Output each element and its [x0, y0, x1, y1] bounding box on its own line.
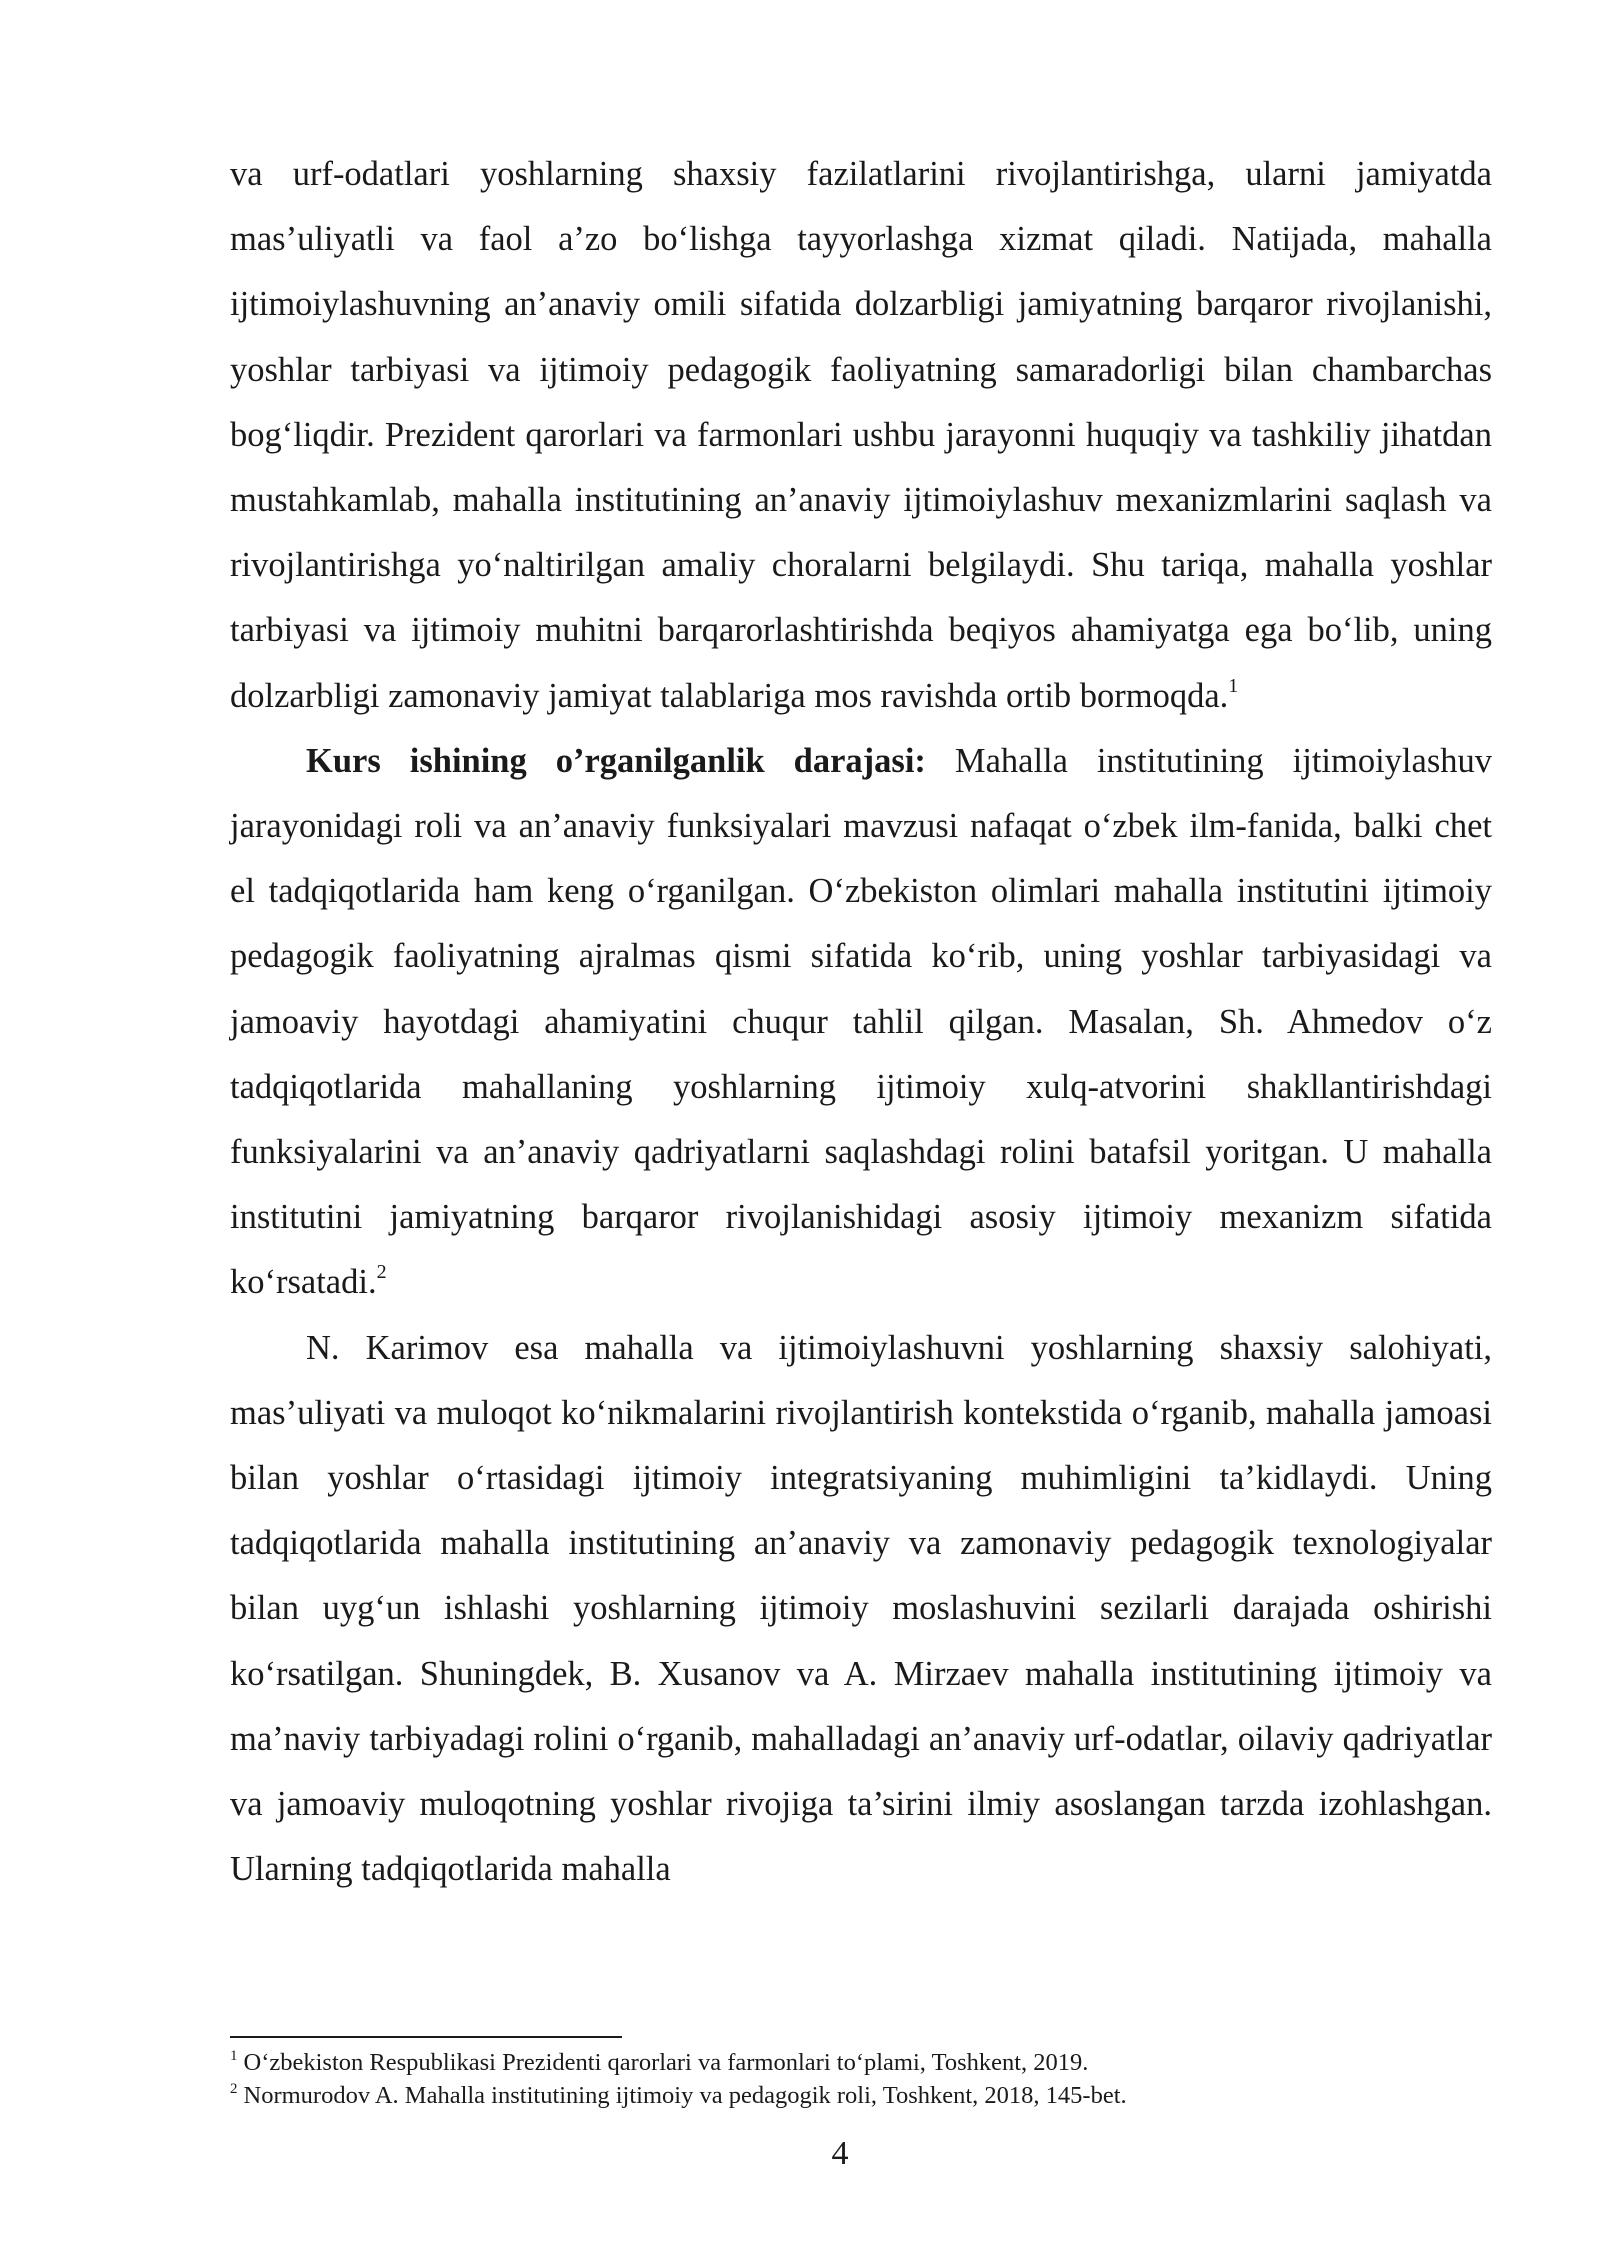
- footnote-number: 1: [230, 2048, 238, 2064]
- footnotes: [230, 2046, 1492, 2112]
- footnote-ref[interactable]: 1: [1228, 674, 1239, 697]
- footnote-text: Normurodov A. Mahalla institutining ijtimoiy va pedagogik roli, Toshkent, 2018, 145-bet.: [243, 2082, 1127, 2109]
- section-heading-inline: Kurs ishining o’rganilganlik darajasi:: [306, 741, 926, 780]
- paragraph-karimov: [230, 1316, 1492, 1903]
- paragraph-text: N. Karimov esa mahalla va ijtimoiylashuvni yoshlarning shaxsiy salohiyati, mas’uliyati va muloqot ko‘nikmalarini rivojlantirish kontekstida o‘rganib, mahalla jamoasi bilan yoshlar o‘rtasidagi ijtimoiy integratsiyaning muhimligini ta’kidlaydi. Uning tadqiqotlarida mahalla institutining an’anaviy va zamonaviy pedagogik texnologiyalar bilan uyg‘un ishlashi yoshlarning ijtimoiy moslashuvini sezilarli darajada oshirishi ko‘rsatilgan. Shuningdek, B. Xusanov va A. Mirzaev mahalla institutining ijtimoiy va ma’naviy tarbiyadagi rolini o‘rganib, mahalladagi an’anaviy urf-odatlar, oilaviy qadriyatlar va jamoaviy muloqotning yoshlar rivojiga ta’sirini ilmiy asoslangan tarzda izohlashgan. Ularning tadqiqotlarida mahalla: [230, 1328, 1492, 1889]
- footnote-item: [230, 2046, 1492, 2079]
- footnote-item: [230, 2079, 1492, 2112]
- page-number: 4: [831, 2135, 849, 2172]
- paragraph-text: Mahalla institutining ijtimoiylashuv jarayonidagi roli va an’anaviy funksiyalari mavzusi nafaqat o‘zbek ilm-fanida, balki chet el tadqiqotlarida ham keng o‘rganilgan. O‘zbekiston olimlari mahalla institutini ijtimoiy pedagogik faoliyatning ajralmas qismi sifatida ko‘rib, uning yoshlar tarbiyasidagi va jamoaviy hayotdagi ahamiyatini chuqur tahlil qilgan. Masalan, Sh. Ahmedov o‘z tadqiqotlarida mahallaning yoshlarning ijtimoiy xulq-atvorini shakllantirishdagi funksiyalarini va an’anaviy qadriyatlarni saqlashdagi rolini batafsil yoritgan. U mahalla institutini jamiyatning barqaror rivojlanishidagi asosiy ijtimoiy mexanizm sifatida ko‘rsatadi.: [230, 741, 1492, 1302]
- paragraph-study-level: [230, 729, 1492, 1316]
- footnote-number: 2: [230, 2081, 238, 2097]
- paragraph-continuation: [230, 142, 1492, 729]
- paragraph-text: va urf-odatlari yoshlarning shaxsiy fazilatlarini rivojlantirishga, ularni jamiyatda mas’uliyatli va faol a’zo bo‘lishga tayyorlashga xizmat qiladi. Natijada, mahalla ijtimoiylashuvning an’anaviy omili sifatida dolzarbligi jamiyatning barqaror rivojlanishi, yoshlar tarbiyasi va ijtimoiy pedagogik faoliyatning samaradorligi bilan chambarchas bog‘liqdir. Prezident qarorlari va farmonlari ushbu jarayonni huquqiy va tashkiliy jihatdan mustahkamlab, mahalla institutining an’anaviy ijtimoiylashuv mexanizmlarini saqlash va rivojlantirishga yo‘naltirilgan amaliy choralarni belgilaydi. Shu tariqa, mahalla yoshlar tarbiyasi va ijtimoiy muhitni barqarorlashtirishda beqiyos ahamiyatga ega bo‘lib, uning dolzarbligi zamonaviy jamiyat talablariga mos ravishda ortib bormoqda.: [230, 155, 1492, 715]
- footnote-text: O‘zbekiston Respublikasi Prezidenti qarorlari va farmonlari to‘plami, Toshkent, 2019.: [243, 2049, 1089, 2076]
- page-body: [230, 142, 1492, 1902]
- footnote-ref[interactable]: 2: [376, 1261, 387, 1284]
- footnote-separator: [230, 2036, 622, 2038]
